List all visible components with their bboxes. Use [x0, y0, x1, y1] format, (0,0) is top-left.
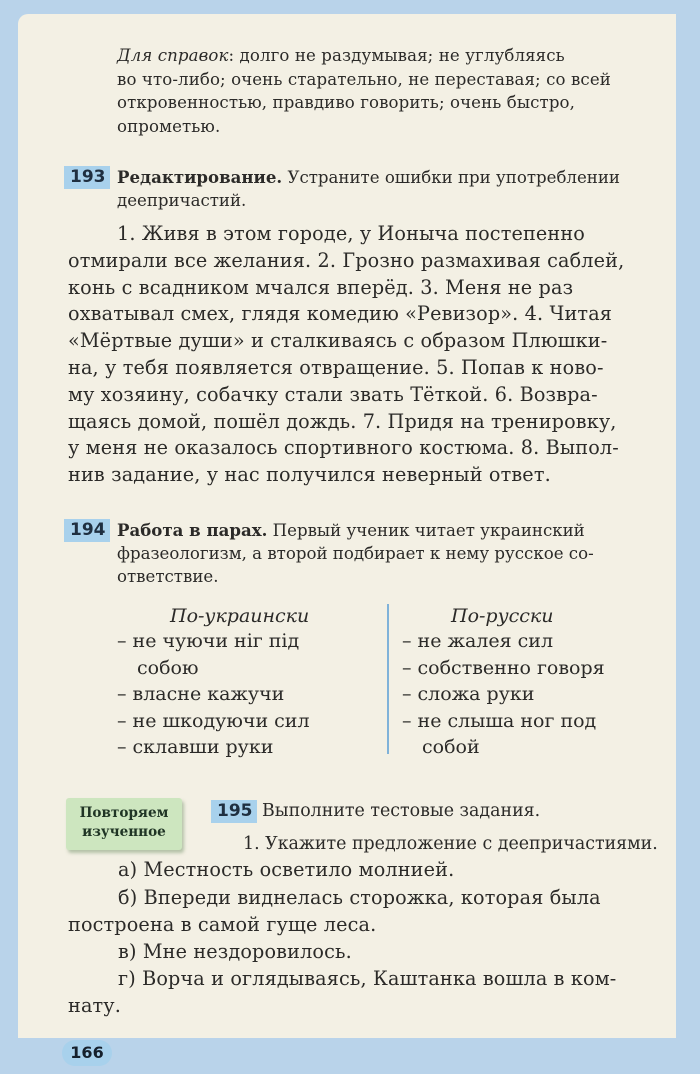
ukrainian-item-continued: собою [137, 656, 199, 679]
russian-item: – сложа руки [402, 683, 535, 706]
task-193-heading-line-2: деепричастий. [117, 191, 247, 210]
task-193-body-line-10: нив задание, у нас получился неверный ответ. [68, 463, 551, 487]
task-193-body-line-1: 1. Живя в этом городе, у Ионыча постепенно [117, 222, 585, 245]
russian-item: – не слыша ног под [402, 709, 597, 732]
task-193-body-line-5: «Мёртвые души» и сталкиваясь с образом Плюшки- [68, 329, 608, 353]
answer-option-d-continued: нату. [68, 994, 121, 1017]
reference-line-4: опрометью. [117, 116, 221, 136]
task-194-heading-line-3: ответствие. [117, 567, 219, 586]
column-divider [387, 604, 389, 754]
russian-item-continued: собой [422, 736, 480, 759]
answer-option-b-continued: построена в самой гуще леса. [68, 913, 377, 936]
task-193-body-line-9: у меня не оказалось спортивного костюма. 8. Выпол- [68, 436, 619, 460]
answer-option-a: а) Местность осветило молнией. [118, 858, 455, 881]
russian-item: – собственно говоря [402, 656, 605, 679]
answer-option-c: в) Мне нездоровилось. [118, 940, 352, 963]
task-193-heading: Редактирование. Устраните ошибки при употреблении [117, 167, 620, 187]
page-number: 166 [62, 1040, 112, 1066]
reference-line-3: откровенностью, правдиво говорить; очень быстро, [117, 93, 576, 113]
task-193-body-line-3: конь с всадником мчался вперёд. 3. Меня не раз [68, 275, 574, 299]
task-193-body-line-2: отмирали все желания. 2. Грозно размахивая саблей, [68, 248, 625, 272]
task-193-number: 193 [64, 166, 110, 189]
task-193-title: Редактирование. [117, 167, 283, 187]
reference-label: Для справок [117, 46, 229, 65]
task-193-body-line-8: щаясь домой, пошёл дождь. 7. Придя на тренировку, [68, 409, 617, 433]
task-194-heading: Работа в парах. Первый ученик читает украинский [117, 520, 585, 540]
task-193-body-line-6: на, у тебя появляется отвращение. 5. Попав к ново- [68, 356, 604, 379]
ukrainian-item: – склавши руки [117, 736, 274, 759]
russian-item: – не жалея сил [402, 630, 554, 652]
ukrainian-item: – власне кажучи [117, 683, 285, 706]
task-194-heading-line-2: фразеологизм, а второй подбирает к нему русское со- [117, 544, 594, 563]
page-edge-right [676, 0, 700, 1074]
review-badge [66, 798, 182, 850]
reference-line-1: Для справок: долго не раздумывая; не углубляясь [117, 46, 565, 65]
task-195-instruction: Выполните тестовые задания. [262, 801, 541, 821]
review-badge-line-1: Повторяем [79, 805, 169, 821]
answer-option-b: б) Впереди виднелась сторожка, которая была [118, 886, 601, 909]
task-194-title: Работа в парах. [117, 520, 268, 540]
ukrainian-item: – не чуючи ніг під [117, 630, 300, 652]
task-193-body-line-4: охватывал смех, глядя комедию «Ревизор». 4. Читая [68, 302, 613, 326]
task-194-number: 194 [64, 519, 110, 542]
ukrainian-column-heading: По-украински [170, 605, 310, 627]
task-193-body-line-7: му хозяину, собачку стали звать Тёткой. 6. Возвра- [68, 382, 598, 406]
task-195-number: 195 [211, 800, 257, 823]
ukrainian-item: – не шкодуючи сил [117, 709, 310, 732]
task-195-question: 1. Укажите предложение с деепричастиями. [243, 834, 658, 854]
reference-line-2: во что-либо; очень старательно, не переставая; со всей [117, 69, 611, 89]
answer-option-d: г) Ворча и оглядываясь, Каштанка вошла в ком- [118, 967, 617, 990]
review-badge-line-2: изученное [82, 824, 166, 840]
russian-column-heading: По-русски [451, 605, 554, 627]
